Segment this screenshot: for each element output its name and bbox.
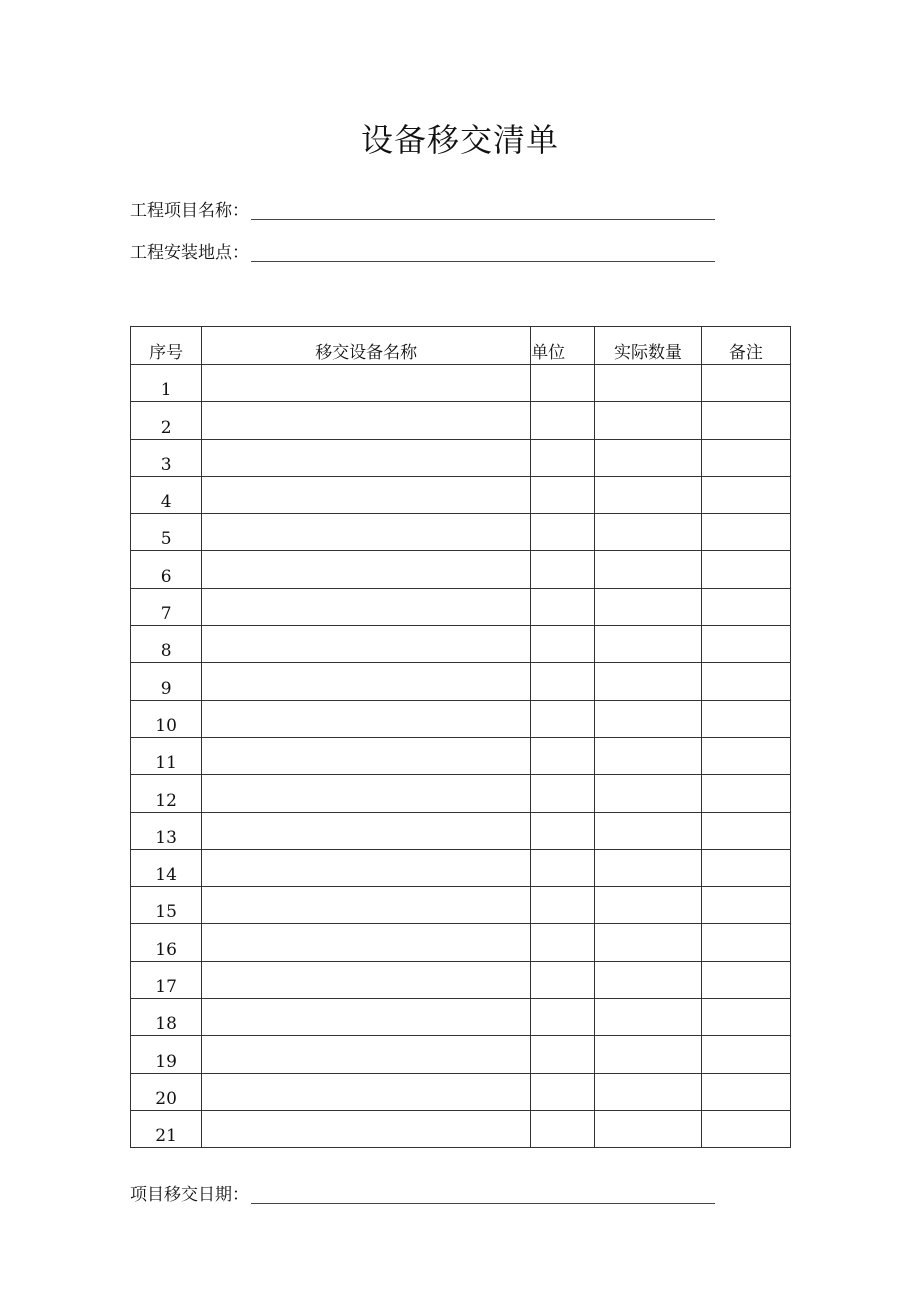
remarks-cell[interactable] — [701, 365, 790, 402]
equipment-name-cell[interactable] — [202, 700, 531, 737]
row-serial-number: 9 — [131, 663, 202, 700]
unit-cell[interactable] — [531, 1036, 595, 1073]
unit-cell[interactable] — [531, 402, 595, 439]
actual-quantity-cell[interactable] — [595, 1110, 701, 1147]
actual-quantity-cell[interactable] — [595, 588, 701, 625]
unit-cell[interactable] — [531, 887, 595, 924]
row-serial-number: 18 — [131, 999, 202, 1036]
actual-quantity-cell[interactable] — [595, 626, 701, 663]
table-row — [131, 999, 791, 1036]
equipment-name-cell[interactable] — [202, 551, 531, 588]
unit-cell[interactable] — [531, 924, 595, 961]
equipment-name-cell[interactable] — [202, 812, 531, 849]
actual-quantity-cell[interactable] — [595, 999, 701, 1036]
equipment-name-cell[interactable] — [202, 514, 531, 551]
table-row — [131, 626, 791, 663]
handover-date-label: 项目移交日期： — [130, 1185, 249, 1205]
remarks-cell[interactable] — [701, 626, 790, 663]
remarks-cell[interactable] — [701, 1036, 790, 1073]
actual-quantity-cell[interactable] — [595, 476, 701, 513]
table-row — [131, 663, 791, 700]
header-unit: 单位 — [531, 327, 595, 365]
row-serial-number: 1 — [131, 365, 202, 402]
table-row — [131, 737, 791, 774]
row-serial-number: 6 — [131, 551, 202, 588]
row-serial-number: 13 — [131, 812, 202, 849]
header-equipment-name: 移交设备名称 — [202, 327, 531, 365]
row-serial-number: 10 — [131, 700, 202, 737]
remarks-cell[interactable] — [701, 663, 790, 700]
remarks-cell[interactable] — [701, 849, 790, 886]
row-serial-number: 14 — [131, 849, 202, 886]
actual-quantity-cell[interactable] — [595, 775, 701, 812]
remarks-cell[interactable] — [701, 775, 790, 812]
row-serial-number: 5 — [131, 514, 202, 551]
actual-quantity-cell[interactable] — [595, 1073, 701, 1110]
table-row — [131, 812, 791, 849]
unit-cell[interactable] — [531, 663, 595, 700]
equipment-name-cell[interactable] — [202, 1110, 531, 1147]
actual-quantity-cell[interactable] — [595, 849, 701, 886]
table-row — [131, 1073, 791, 1110]
unit-cell[interactable] — [531, 626, 595, 663]
install-location-label: 工程安装地点： — [130, 243, 249, 263]
unit-cell[interactable] — [531, 737, 595, 774]
row-serial-number: 15 — [131, 887, 202, 924]
project-name-label: 工程项目名称： — [130, 201, 249, 221]
actual-quantity-cell[interactable] — [595, 924, 701, 961]
remarks-cell[interactable] — [701, 1110, 790, 1147]
equipment-name-cell[interactable] — [202, 439, 531, 476]
equipment-table — [130, 326, 791, 1148]
unit-cell[interactable] — [531, 588, 595, 625]
table-row — [131, 924, 791, 961]
install-location-row — [130, 240, 715, 264]
remarks-cell[interactable] — [701, 514, 790, 551]
table-row — [131, 439, 791, 476]
unit-cell[interactable] — [531, 1073, 595, 1110]
actual-quantity-cell[interactable] — [595, 551, 701, 588]
remarks-cell[interactable] — [701, 737, 790, 774]
table-row — [131, 887, 791, 924]
row-serial-number: 19 — [131, 1036, 202, 1073]
unit-cell[interactable] — [531, 700, 595, 737]
table-row — [131, 514, 791, 551]
equipment-name-cell[interactable] — [202, 924, 531, 961]
table-row — [131, 849, 791, 886]
equipment-name-cell[interactable] — [202, 1073, 531, 1110]
unit-cell[interactable] — [531, 1110, 595, 1147]
row-serial-number: 16 — [131, 924, 202, 961]
unit-cell[interactable] — [531, 999, 595, 1036]
equipment-name-cell[interactable] — [202, 476, 531, 513]
equipment-name-cell[interactable] — [202, 1036, 531, 1073]
unit-cell[interactable] — [531, 439, 595, 476]
actual-quantity-cell[interactable] — [595, 663, 701, 700]
actual-quantity-cell[interactable] — [595, 961, 701, 998]
row-serial-number: 7 — [131, 588, 202, 625]
remarks-cell[interactable] — [701, 402, 790, 439]
equipment-name-cell[interactable] — [202, 365, 531, 402]
table-row — [131, 700, 791, 737]
remarks-cell[interactable] — [701, 476, 790, 513]
actual-quantity-cell[interactable] — [595, 365, 701, 402]
table-row — [131, 365, 791, 402]
table-row — [131, 588, 791, 625]
actual-quantity-cell[interactable] — [595, 737, 701, 774]
remarks-cell[interactable] — [701, 439, 790, 476]
equipment-name-cell[interactable] — [202, 999, 531, 1036]
actual-quantity-cell[interactable] — [595, 439, 701, 476]
row-serial-number: 3 — [131, 439, 202, 476]
equipment-name-cell[interactable] — [202, 588, 531, 625]
actual-quantity-cell[interactable] — [595, 514, 701, 551]
table-row — [131, 775, 791, 812]
equipment-name-cell[interactable] — [202, 775, 531, 812]
header-serial-no: 序号 — [131, 327, 202, 365]
table-row — [131, 551, 791, 588]
equipment-name-cell[interactable] — [202, 849, 531, 886]
unit-cell[interactable] — [531, 849, 595, 886]
table-row — [131, 476, 791, 513]
unit-cell[interactable] — [531, 551, 595, 588]
unit-cell[interactable] — [531, 514, 595, 551]
table-body — [131, 365, 791, 1148]
row-serial-number: 4 — [131, 476, 202, 513]
document-title: 设备移交清单 — [360, 121, 559, 159]
remarks-cell[interactable] — [701, 961, 790, 998]
remarks-cell[interactable] — [701, 1073, 790, 1110]
unit-cell[interactable] — [531, 812, 595, 849]
equipment-name-cell[interactable] — [202, 626, 531, 663]
unit-cell[interactable] — [531, 961, 595, 998]
remarks-cell[interactable] — [701, 700, 790, 737]
remarks-cell[interactable] — [701, 999, 790, 1036]
row-serial-number: 11 — [131, 737, 202, 774]
unit-cell[interactable] — [531, 365, 595, 402]
table-row — [131, 402, 791, 439]
project-name-input-line[interactable] — [251, 201, 715, 220]
remarks-cell[interactable] — [701, 924, 790, 961]
row-serial-number: 12 — [131, 775, 202, 812]
equipment-name-cell[interactable] — [202, 663, 531, 700]
row-serial-number: 21 — [131, 1110, 202, 1147]
unit-cell[interactable] — [531, 775, 595, 812]
project-name-row — [130, 198, 715, 222]
table-row — [131, 1110, 791, 1147]
row-serial-number: 2 — [131, 402, 202, 439]
table-row — [131, 961, 791, 998]
equipment-name-cell[interactable] — [202, 961, 531, 998]
actual-quantity-cell[interactable] — [595, 700, 701, 737]
actual-quantity-cell[interactable] — [595, 1036, 701, 1073]
table-header-row — [131, 327, 791, 365]
row-serial-number: 17 — [131, 961, 202, 998]
row-serial-number: 20 — [131, 1073, 202, 1110]
remarks-cell[interactable] — [701, 551, 790, 588]
install-location-input-line[interactable] — [251, 243, 715, 262]
actual-quantity-cell[interactable] — [595, 812, 701, 849]
equipment-name-cell[interactable] — [202, 402, 531, 439]
equipment-name-cell[interactable] — [202, 887, 531, 924]
remarks-cell[interactable] — [701, 887, 790, 924]
remarks-cell[interactable] — [701, 588, 790, 625]
handover-date-input-line[interactable] — [251, 1185, 715, 1204]
equipment-name-cell[interactable] — [202, 737, 531, 774]
handover-date-row — [130, 1182, 715, 1206]
unit-cell[interactable] — [531, 476, 595, 513]
actual-quantity-cell[interactable] — [595, 887, 701, 924]
table-row — [131, 1036, 791, 1073]
header-remarks: 备注 — [701, 327, 790, 365]
header-actual-quantity: 实际数量 — [595, 327, 701, 365]
row-serial-number: 8 — [131, 626, 202, 663]
actual-quantity-cell[interactable] — [595, 402, 701, 439]
remarks-cell[interactable] — [701, 812, 790, 849]
